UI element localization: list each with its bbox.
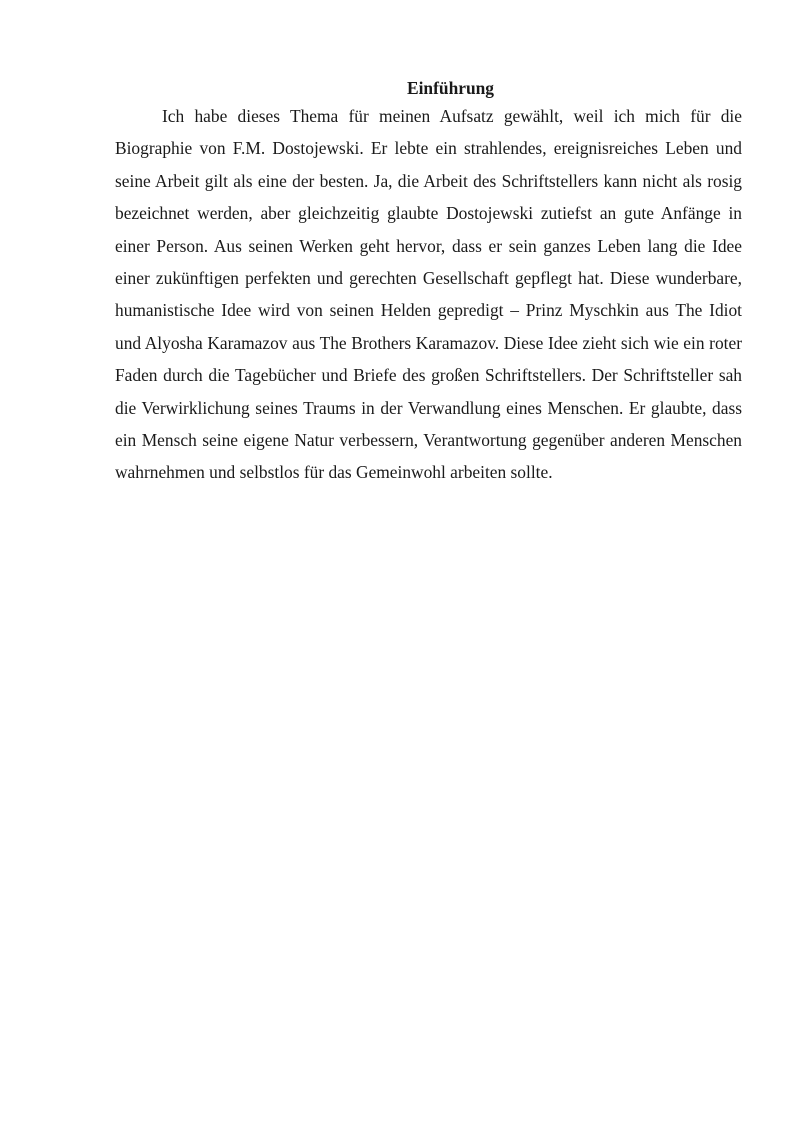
document-title: Einführung [407,78,494,98]
body-paragraph: Ich habe dieses Thema für meinen Aufsatz gewählt, weil ich mich für die Biographie von F.M. Dostojewski. Er lebte ein strahlendes, ereignisreiches Leben und seine Arbeit gilt als eine der besten. Ja, die Arbeit des Schriftstellers kann nicht als rosig bezeichnet werden, aber gleichzeitig glaubte Dostojewski zutiefst an gute Anfänge in einer Person. Aus seinen Werken geht hervor, dass er sein ganzes Leben lang die Idee einer zukünftigen perfekten und gerechten Gesellschaft gepflegt hat. Diese wunderbare, humanistische Idee wird von seinen Helden gepredigt – Prinz Myschkin aus The Idiot und Alyosha Karamazov aus The Brothers Karamazov. Diese Idee zieht sich wie ein roter Faden durch die Tagebücher und Briefe des großen Schriftstellers. Der Schriftsteller sah die Verwirklichung seines Traums in der Verwandlung eines Menschen. Er glaubte, dass ein Mensch seine eigene Natur verbessern, Verantwortung gegenüber anderen Menschen wahrnehmen und selbstlos für das Gemeinwohl arbeiten sollte. [115,106,742,483]
page-content [115,76,742,489]
